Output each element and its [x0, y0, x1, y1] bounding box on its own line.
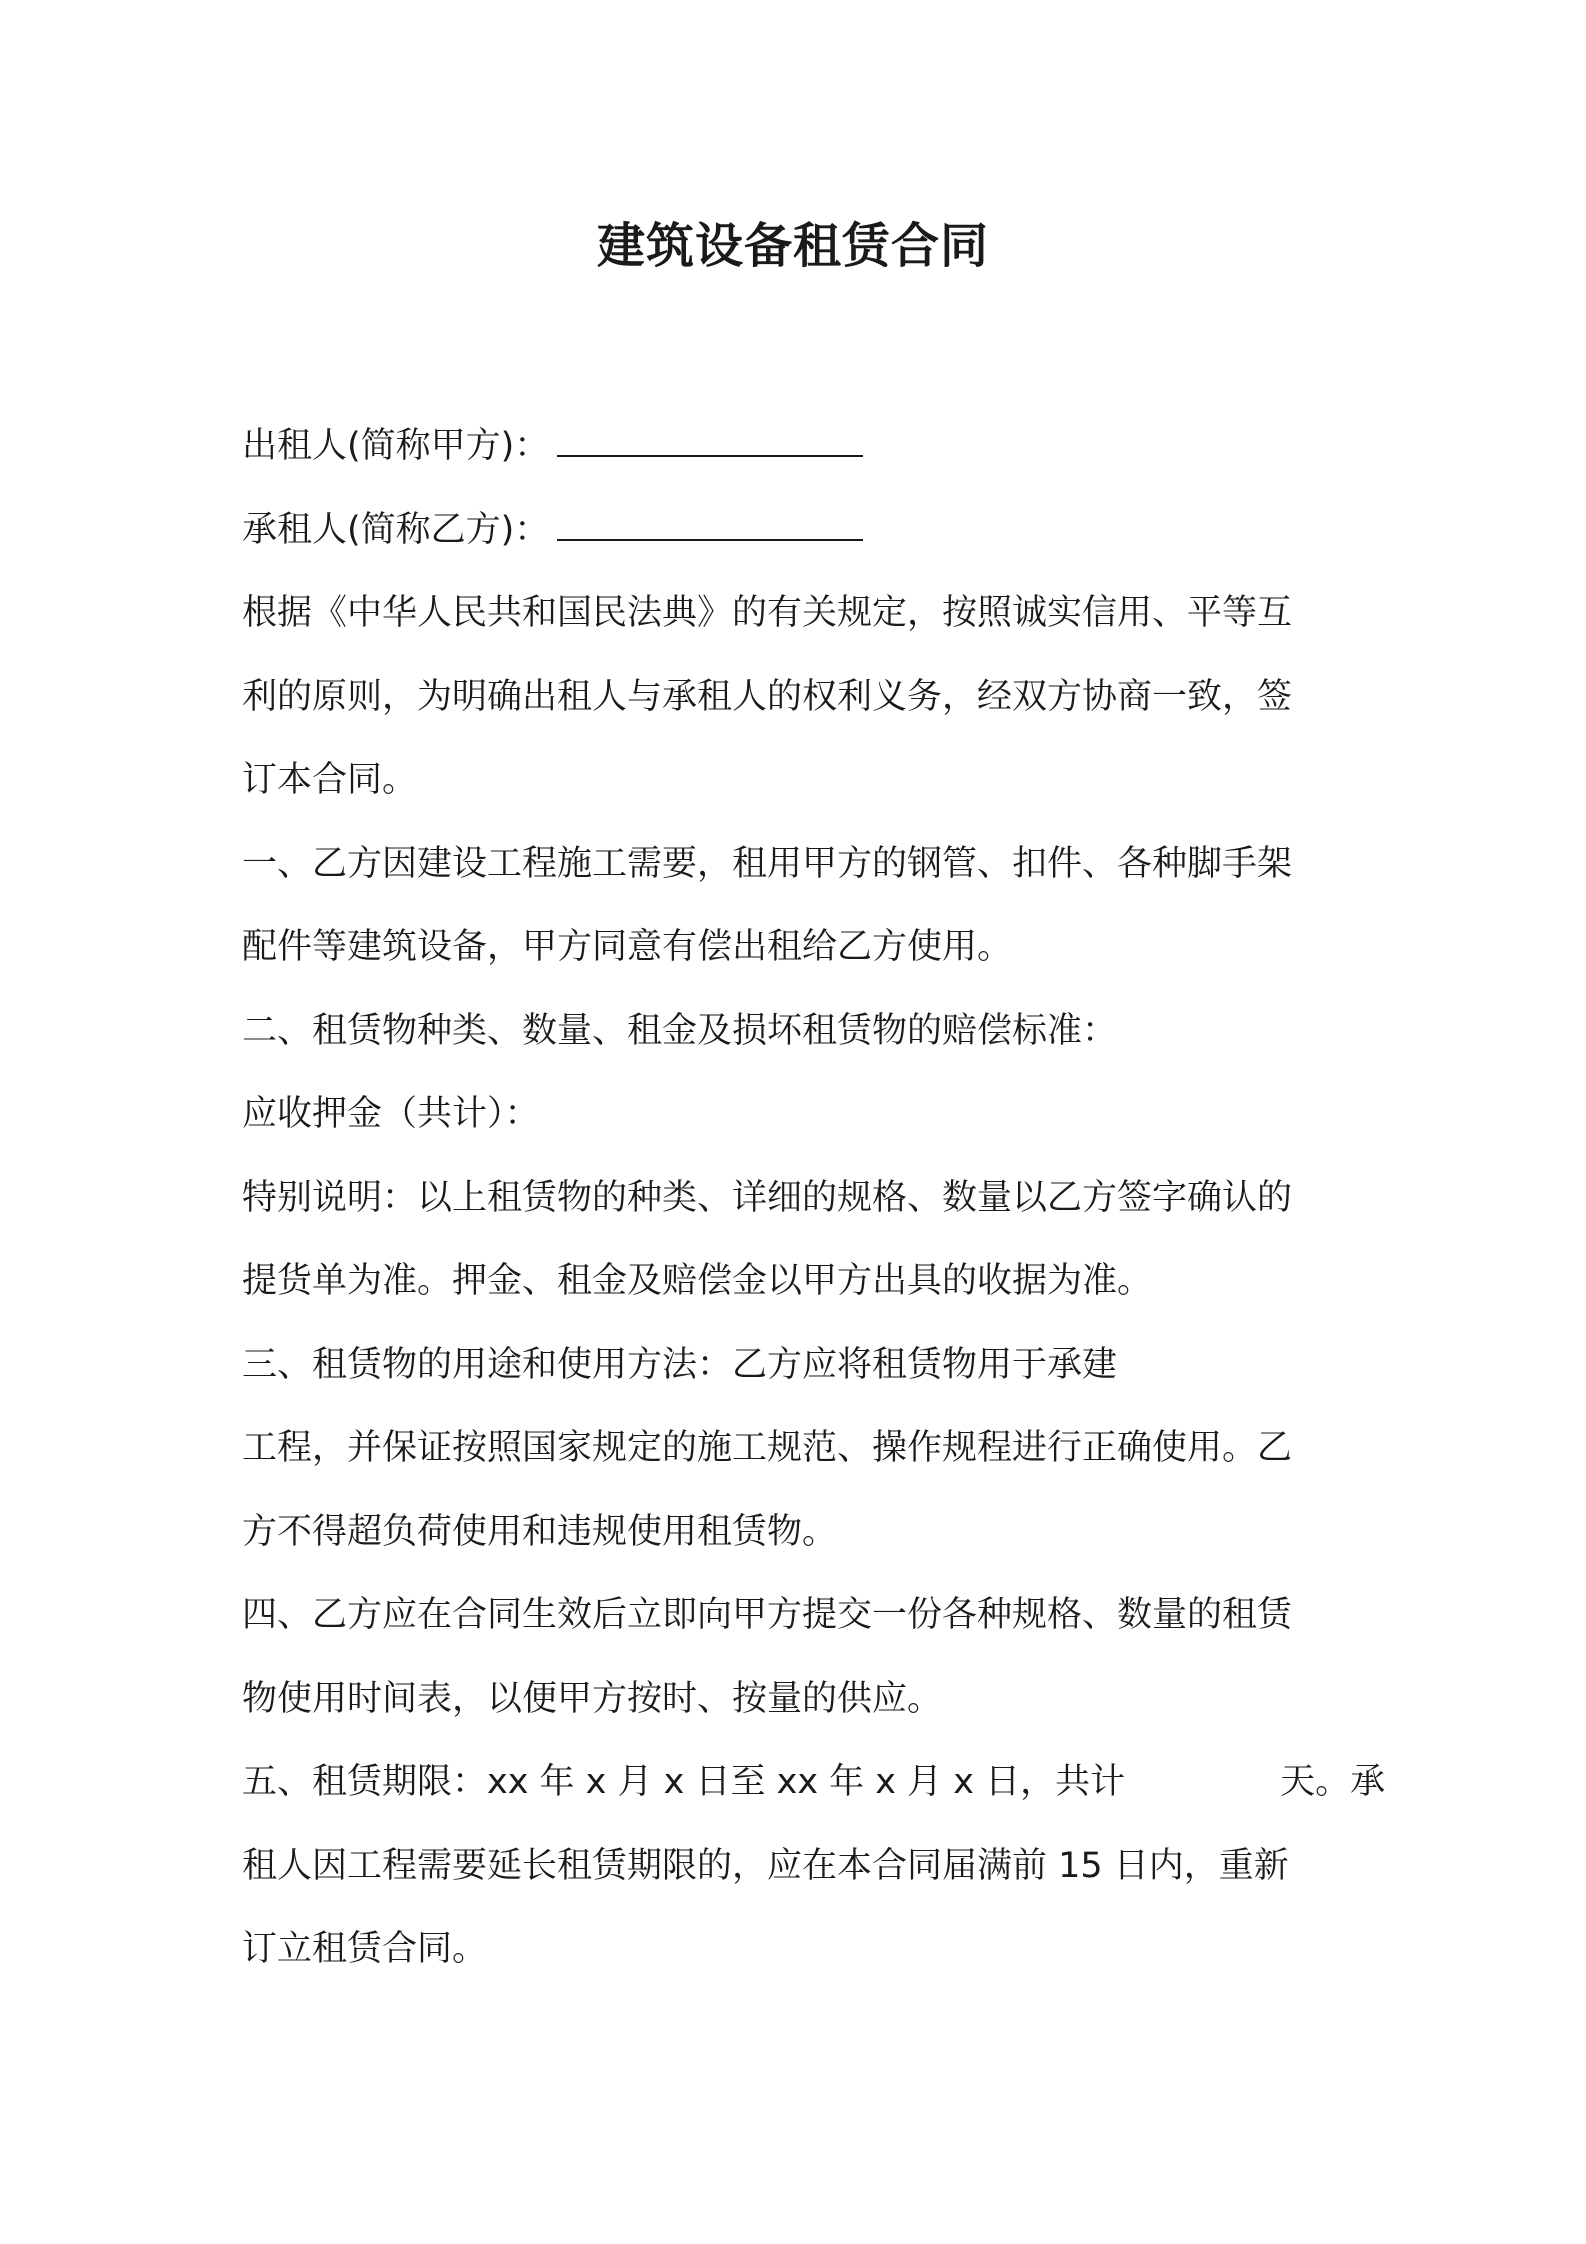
clause1-line: 一、乙方因建设工程施工需要，租用甲方的钢管、扣件、各种脚手架 [242, 843, 1293, 884]
preamble-line: 订本合同。 [242, 760, 418, 800]
clause5-line [242, 1741, 1386, 1825]
preamble-line: 根据《中华人民共和国民法典》的有关规定，按照诚实信用、平等互 [242, 593, 1293, 633]
clause5-period-text: 五、租赁期限：xx 年 x 月 x 日至 xx 年 x 月 x 日，共计 [242, 1762, 1126, 1802]
clause4-line: 物使用时间表，以便甲方按时、按量的供应。 [242, 1678, 943, 1719]
lessee-line [242, 489, 1362, 573]
lessor-blank [557, 425, 863, 457]
lessee-label: 承租人(简称乙方)： [242, 509, 550, 550]
clause5-line: 租人因工程需要延长租赁期限的，应在本合同届满前 15 日内，重新 [242, 1845, 1289, 1886]
lessor-line [242, 405, 1362, 489]
clause5-days-text: 天。承 [1280, 1762, 1386, 1802]
clause3-line: 工程，并保证按照国家规定的施工规范、操作规程进行正确使用。乙 [242, 1428, 1293, 1468]
special-note-line: 特别说明：以上租赁物的种类、详细的规格、数量以乙方签字确认的 [242, 1177, 1293, 1218]
special-note-line: 提货单为准。押金、租金及赔偿金以甲方出具的收据为准。 [242, 1261, 1153, 1301]
deposit-line: 应收押金（共计）： [242, 1094, 540, 1134]
clause3-line: 三、租赁物的用途和使用方法：乙方应将租赁物用于承建 [242, 1344, 1118, 1385]
clause4-line: 四、乙方应在合同生效后立即向甲方提交一份各种规格、数量的租赁 [242, 1595, 1293, 1635]
lessee-blank [557, 509, 863, 541]
lessor-label: 出租人(简称甲方)： [242, 426, 550, 466]
document-body [242, 405, 1386, 1992]
clause1-line: 配件等建筑设备，甲方同意有偿出租给乙方使用。 [242, 927, 1013, 967]
clause2-line: 二、租赁物种类、数量、租金及损坏租赁物的赔偿标准： [242, 1010, 1118, 1051]
preamble-line: 利的原则，为明确出租人与承租人的权利义务，经双方协商一致，签 [242, 676, 1293, 717]
clause5-line: 订立租赁合同。 [242, 1929, 488, 1969]
document-title: 建筑设备租赁合同 [596, 218, 989, 274]
clause3-line: 方不得超负荷使用和违规使用租赁物。 [242, 1511, 838, 1552]
